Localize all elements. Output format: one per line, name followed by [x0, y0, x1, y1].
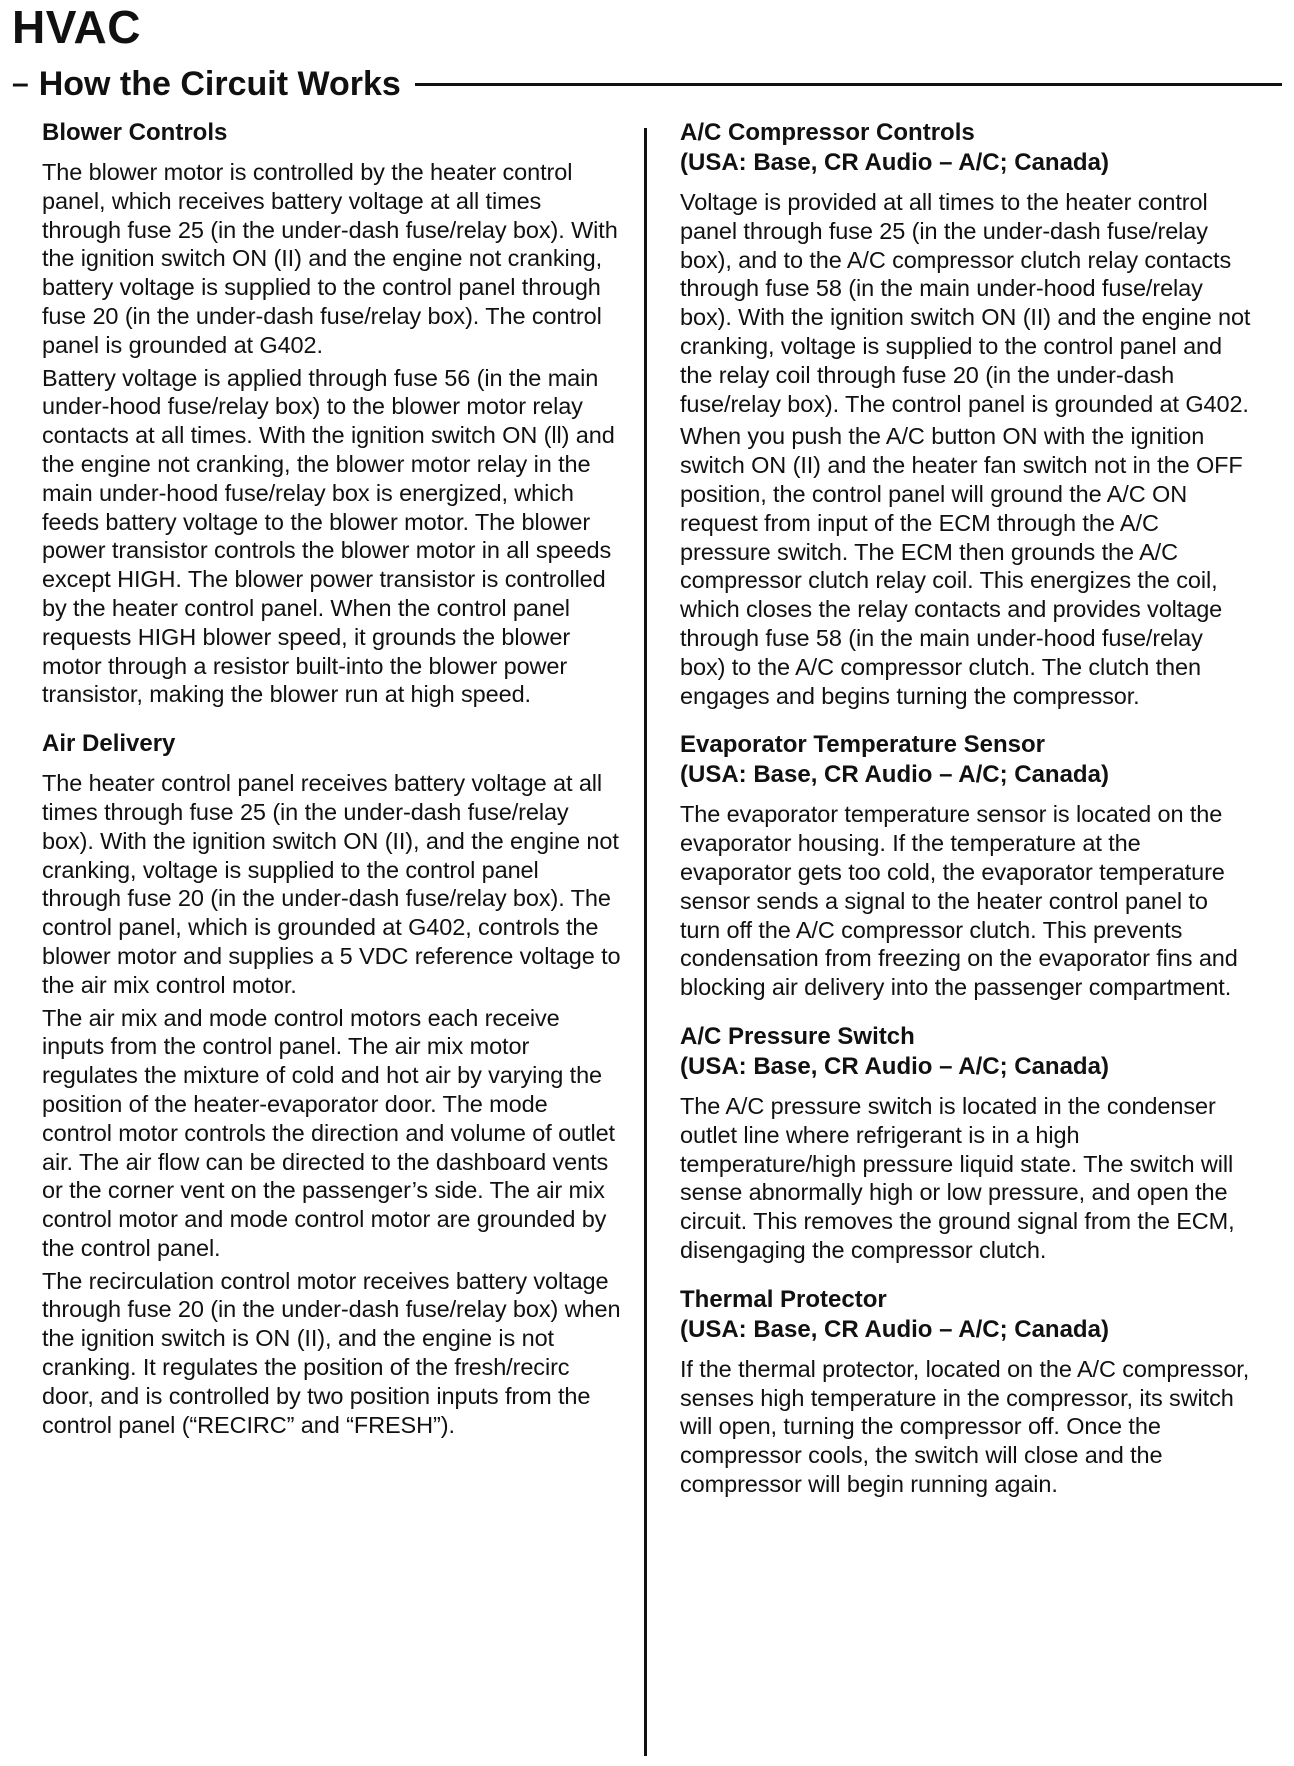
section-air-delivery	[42, 729, 622, 1439]
section-subheading: (USA: Base, CR Audio – A/C; Canada)	[680, 149, 1109, 176]
paragraph: The heater control panel receives battery voltage at all times through fuse 25 (in the under-dash fuse/relay box). With the ignition switch ON (II), and the engine not cranking, voltage is supplied to the control panel through fuse 20 (in the under-dash fuse/relay box). The control panel, which is grounded at G402, controls the blower motor and supplies a 5 VDC reference voltage to the air mix control motor.	[42, 770, 621, 998]
section-heading: A/C Pressure Switch	[680, 1022, 915, 1050]
section-subheading: (USA: Base, CR Audio – A/C; Canada)	[680, 1052, 1109, 1080]
section-heading: Air Delivery	[42, 730, 176, 758]
paragraph: Voltage is provided at all times to the heater control panel through fuse 25 (in the under-dash fuse/relay box), and to the A/C compressor clutch relay contacts through fuse 58 (in the main under-hood fuse/relay box). With the ignition switch ON (II) and the engine not cranking, voltage is supplied to the control panel and the relay coil through fuse 20 (in the under-dash fuse/relay box). The control panel is grounded at G402.	[680, 189, 1251, 417]
section-heading: Thermal Protector	[680, 1285, 887, 1313]
paragraph: The recirculation control motor receives battery voltage through fuse 20 (in the under-dash fuse/relay box) when the ignition switch is ON (II), and the engine is not cranking. It regulates the position of the fresh/recirc door, and is controlled by two position inputs from the control panel (“RECIRC” and “FRESH”).	[42, 1267, 621, 1438]
section-heading: Evaporator Temperature Sensor	[680, 731, 1046, 759]
section-header	[12, 62, 1282, 106]
column-divider	[644, 128, 647, 1756]
paragraph: The blower motor is controlled by the heater control panel, which receives battery voltage at all times through fuse 25 (in the under-dash fuse/relay box). With the ignition switch ON (II) and the engine not cranking, battery voltage is supplied to the control panel through fuse 20 (in the under-dash fuse/relay box). The control panel is grounded at G402.	[42, 159, 618, 358]
paragraph: Battery voltage is applied through fuse 56 (in the main under-hood fuse/relay box) to the blower motor relay contacts at all times. With the ignition switch ON (ll) and the engine not cranking, the blower motor relay in the main under-hood fuse/relay box is energized, which feeds battery voltage to the blower motor. The blower power transistor controls the blower motor in all speeds except HIGH. The blower power transistor is controlled by the heater control panel. When the control panel requests HIGH blower speed, it grounds the blower motor through a resistor built-into the blower power transistor, making the blower run at high speed.	[42, 364, 615, 708]
header-rule	[415, 83, 1282, 86]
left-column	[42, 118, 622, 1459]
page-title: HVAC	[12, 1, 141, 53]
paragraph: When you push the A/C button ON with the ignition switch ON (II) and the heater fan switch not in the OFF position, the control panel will ground the A/C ON request from input of the ECM through the A/C pressure switch. The ECM then grounds the A/C compressor clutch relay coil. This energizes the coil, which closes the relay contacts and provides voltage through fuse 58 (in the main under-hood fuse/relay box) to the A/C compressor clutch. The clutch then engages and begins turning the compressor.	[680, 423, 1243, 709]
paragraph: The A/C pressure switch is located in the condenser outlet line where refrigerant is in a high temperature/high pressure liquid state. The switch will sense abnormally high or low pressure, and open the circuit. This removes the ground signal from the ECM, disengaging the compressor clutch.	[680, 1092, 1235, 1263]
section-evaporator-temperature-sensor	[680, 730, 1252, 1002]
paragraph: The evaporator temperature sensor is located on the evaporator housing. If the temperature at the evaporator gets too cold, the evaporator temperature sensor sends a signal to the heater control panel to turn off the A/C compressor clutch. This prevents condensation from freezing on the evaporator fins and blocking air delivery into the passenger compartment.	[680, 801, 1238, 1001]
section-subheading: (USA: Base, CR Audio – A/C; Canada)	[680, 761, 1109, 789]
section-heading: A/C Compressor Controls	[680, 119, 975, 146]
right-column	[680, 118, 1252, 1519]
paragraph: The air mix and mode control motors each receive inputs from the control panel. The air mix motor regulates the mixture of cold and hot air by varying the position of the heater-evaporator door. The mode control motor controls the direction and volume of outlet air. The air flow can be directed to the dashboard vents or the corner vent on the passenger’s side. The air mix control motor and mode control motor are grounded by the control panel.	[42, 1004, 615, 1261]
page-subtitle: How the Circuit Works	[38, 64, 401, 103]
paragraph: If the thermal protector, located on the A/C compressor, senses high temperature in the compressor, its switch will open, turning the compressor off. Once the compressor cools, the switch will close and the compressor will begin running again.	[680, 1355, 1250, 1497]
section-ac-pressure-switch	[680, 1022, 1252, 1265]
section-blower-controls	[42, 118, 622, 709]
section-thermal-protector	[680, 1285, 1252, 1499]
section-heading: Blower Controls	[42, 119, 228, 146]
subtitle-dash: –	[12, 67, 29, 100]
section-ac-compressor-controls	[680, 118, 1252, 710]
section-subheading: (USA: Base, CR Audio – A/C; Canada)	[680, 1315, 1109, 1343]
